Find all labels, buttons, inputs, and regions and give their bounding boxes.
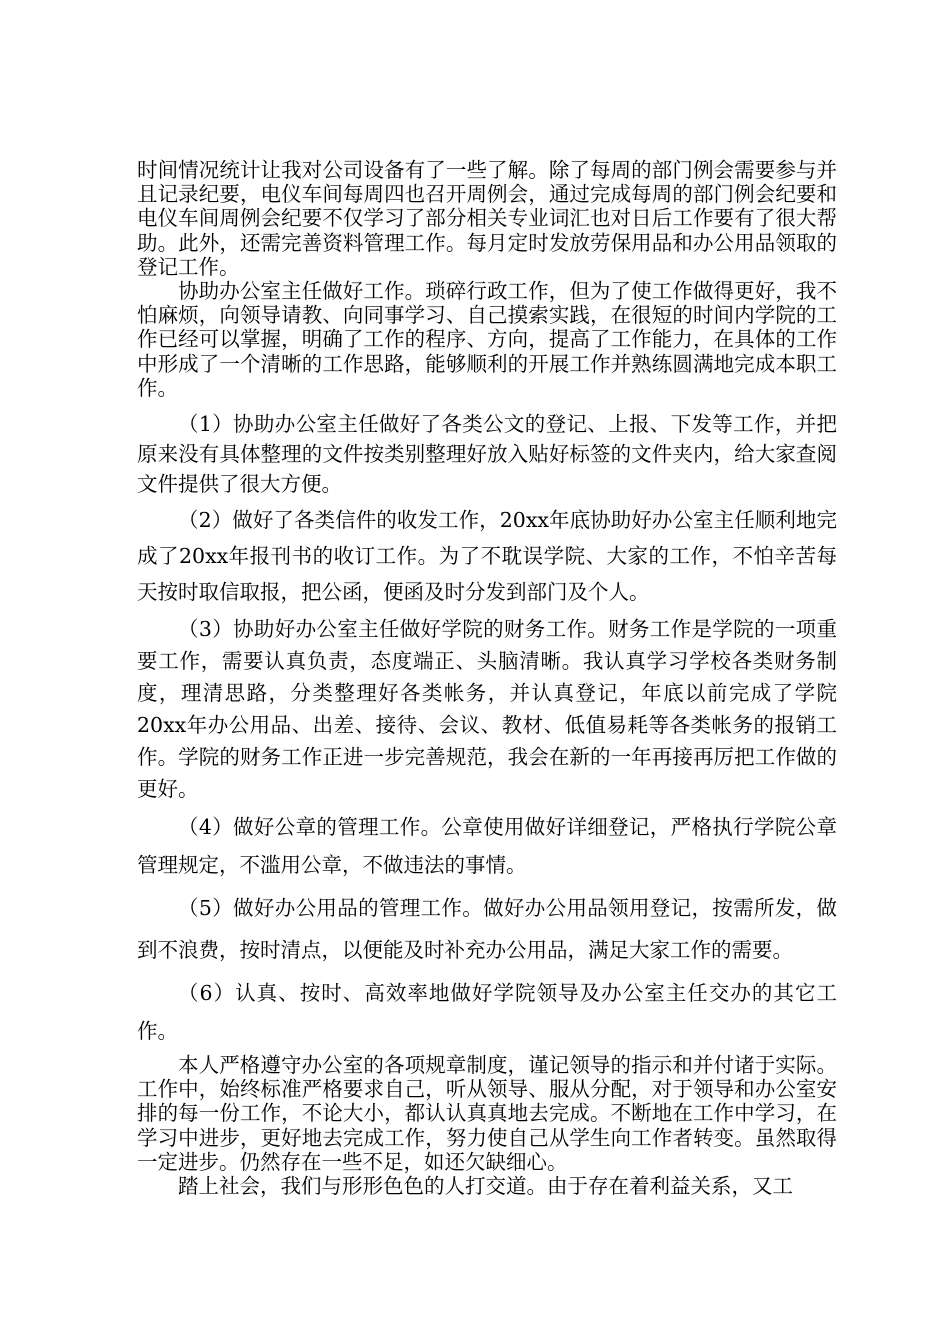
paragraph-3: （1）协助办公室主任做好了各类公文的登记、上报、下发等工作，并把原来没有具体整理的文件按类别整理好放入贴好标签的文件夹内，给大家查阅文件提供了很大方便。 <box>137 412 837 497</box>
paragraph-5: （3）协助好办公室主任做好学院的财务工作。财务工作是学院的一项重要工作，需要认真负责，态度端正、头脑清晰。我认真学习学校各类财务制度，理清思路，分类整理好各类帐务，并认真登记，年底以前完成了学院20xx年办公用品、出差、接待、会议、教材、低值易耗等各类帐务的报销工作。学院的财务工作正进一步完善规范，我会在新的一年再接再厉把工作做的更好。 <box>137 617 837 802</box>
paragraph-9: 本人严格遵守办公室的各项规章制度，谨记领导的指示和并付诸于实际。工作中，始终标准严格要求自己，听从领导、服从分配，对于领导和办公室安排的每一份工作，不论大小，都认认真真地去完成。不断地在工作中学习，在学习中进步，更好地去完成工作，努力使自己从学生向工作者转变。虽然取得一定进步。仍然存在一些不足，如还欠缺细心。 <box>137 1053 837 1174</box>
paragraph-1: 时间情况统计让我对公司设备有了一些了解。除了每周的部门例会需要参与并且记录纪要，电仪车间每周四也召开周例会，通过完成每周的部门例会纪要和电仪车间周例会纪要不仅学习了部分相关专业词汇也对日后工作要有了很大帮助。此外，还需完善资料管理工作。每月定时发放劳保用品和办公用品领取的登记工作。 <box>137 158 837 279</box>
paragraph-4: （2）做好了各类信件的收发工作，20xx年底协助好办公室主任顺利地完成了20xx年报刊书的收订工作。为了不耽误学院、大家的工作，不怕辛苦每天按时取信取报，把公函，便函及时分发到部门及个人。 <box>137 508 837 605</box>
paragraph-7: （5）做好办公用品的管理工作。做好办公用品领用登记，按需所发，做到不浪费，按时清点，以便能及时补充办公用品，满足大家工作的需要。 <box>137 896 837 963</box>
paragraph-8: （6）认真、按时、高效率地做好学院领导及办公室主任交办的其它工作。 <box>137 981 837 1044</box>
paragraph-2: 协助办公室主任做好工作。琐碎行政工作，但为了使工作做得更好，我不怕麻烦，向领导请教、向同事学习、自己摸索实践，在很短的时间内学院的工作已经可以掌握，明确了工作的程序、方向，提高了工作能力，在具体的工作中形成了一个清晰的工作思路，能够顺利的开展工作并熟练圆满地完成本职工作。 <box>137 279 837 400</box>
paragraph-6: （4）做好公章的管理工作。公章使用做好详细登记，严格执行学院公章管理规定，不滥用公章，不做违法的事情。 <box>137 815 837 878</box>
document-body <box>137 158 837 1198</box>
paragraph-10: 踏上社会，我们与形形色色的人打交道。由于存在着利益关系，又工 <box>178 1174 793 1199</box>
